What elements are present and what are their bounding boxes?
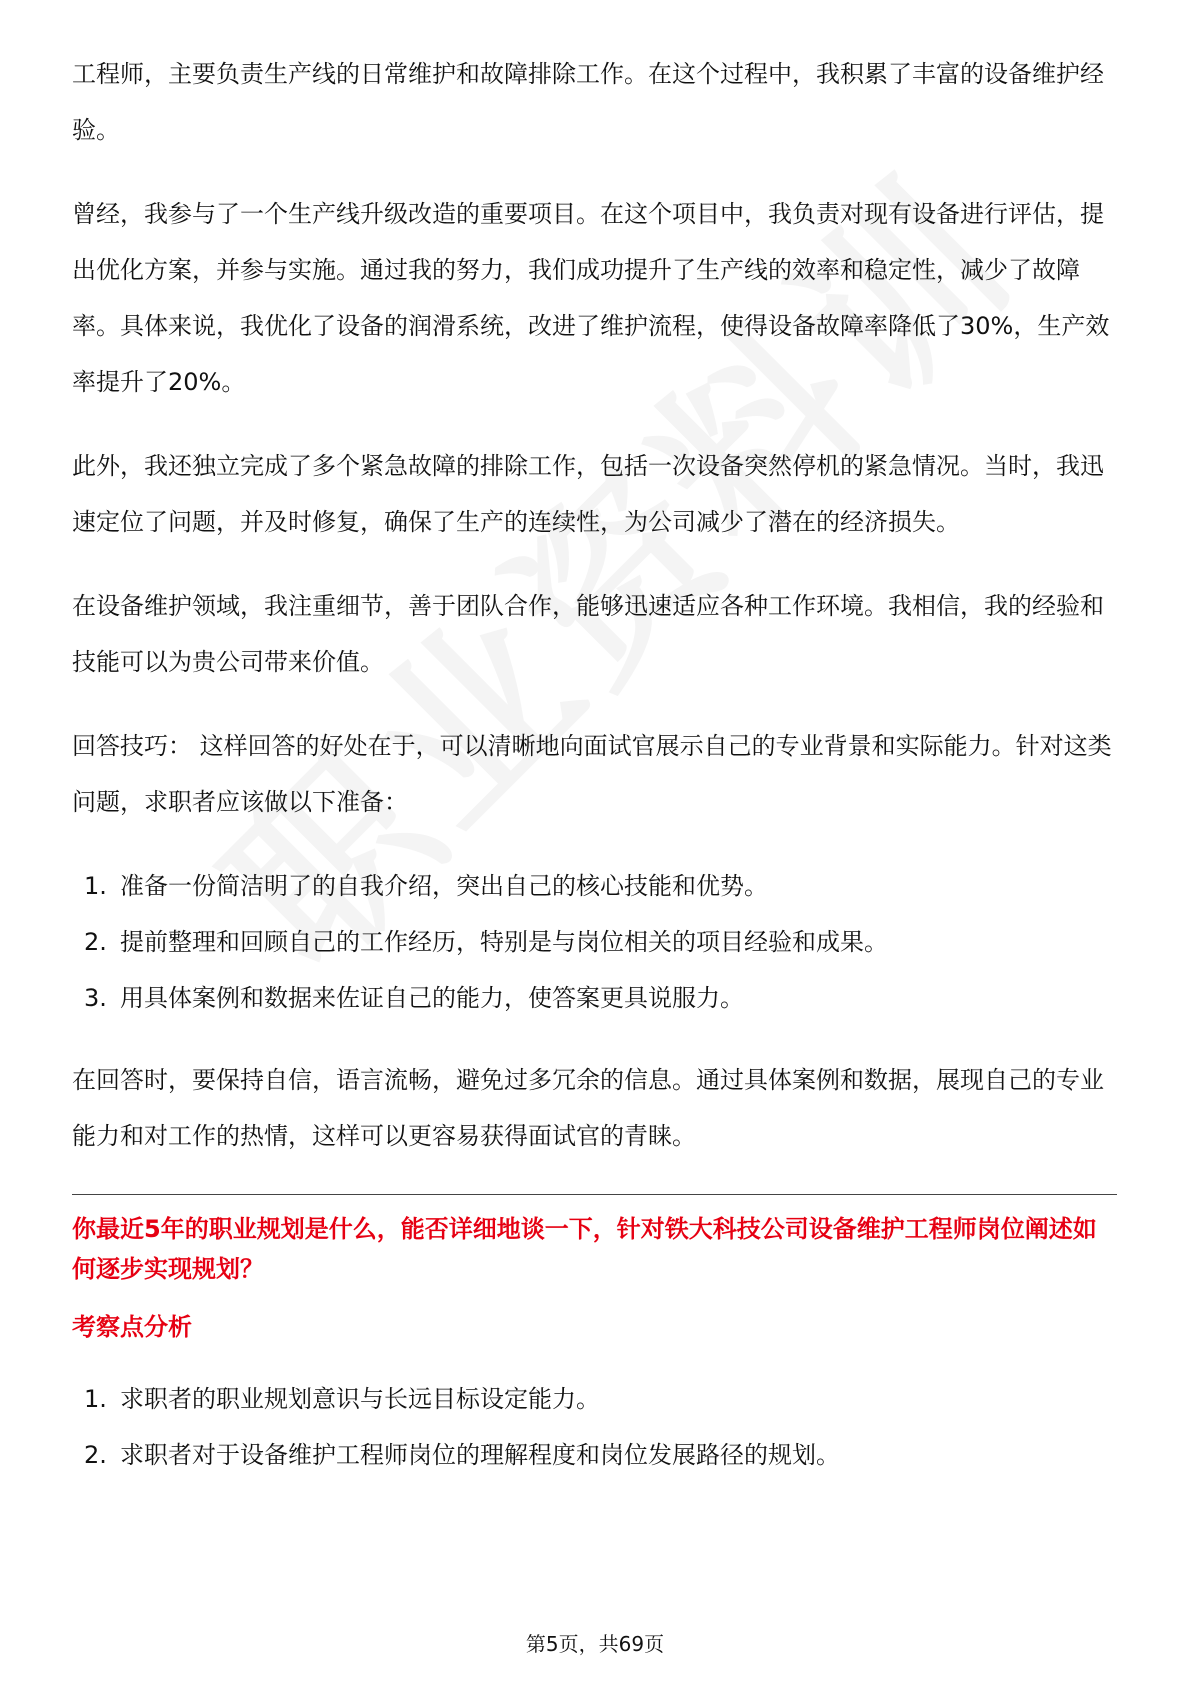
list-number: 1. — [84, 872, 107, 900]
list-number: 1. — [84, 1385, 107, 1413]
list-number: 3. — [84, 984, 107, 1012]
list-text: 用具体案例和数据来佐证自己的能力，使答案更具说服力。 — [120, 984, 744, 1012]
list-item — [72, 1427, 1117, 1483]
list-number: 2. — [84, 928, 107, 956]
list-text: 求职者对于设备维护工程师岗位的理解程度和岗位发展路径的规划。 — [120, 1441, 840, 1469]
list-item — [72, 970, 1117, 1026]
analysis-list — [72, 1371, 1117, 1483]
paragraph-project: 曾经，我参与了一个生产线升级改造的重要项目。在这个项目中，我负责对现有设备进行评估，提出优化方案，并参与实施。通过我的努力，我们成功提升了生产线的效率和稳定性，减少了故障率。具体来说，我优化了设备的润滑系统，改进了维护流程，使得设备故障率降低了30%，生产效率提升了20%。 — [72, 200, 1110, 396]
list-item — [72, 858, 1117, 914]
paragraph-emergency: 此外，我还独立完成了多个紧急故障的排除工作，包括一次设备突然停机的紧急情况。当时，我迅速定位了问题，并及时修复，确保了生产的连续性，为公司减少了潜在的经济损失。 — [72, 452, 1104, 536]
list-number: 2. — [84, 1441, 107, 1469]
page-footer: 第5页，共69页 — [525, 1632, 665, 1656]
question-title: 你最近5年的职业规划是什么，能否详细地谈一下，针对铁大科技公司设备维护工程师岗位阐述如何逐步实现规划？ — [72, 1215, 1097, 1283]
paragraph-strengths: 在设备维护领域，我注重细节，善于团队合作，能够迅速适应各种工作环境。我相信，我的经验和技能可以为贵公司带来价值。 — [72, 592, 1104, 676]
paragraph-closing: 在回答时，要保持自信，语言流畅，避免过多冗余的信息。通过具体案例和数据，展现自己的专业能力和对工作的热情，这样可以更容易获得面试官的青睐。 — [72, 1066, 1104, 1150]
document-body — [72, 46, 1117, 1509]
list-text: 求职者的职业规划意识与长远目标设定能力。 — [120, 1385, 600, 1413]
prep-list — [72, 858, 1117, 1026]
section-divider — [72, 1194, 1117, 1195]
list-item — [72, 1371, 1117, 1427]
analysis-heading: 考察点分析 — [72, 1313, 192, 1341]
paragraph-intro: 工程师，主要负责生产线的日常维护和故障排除工作。在这个过程中，我积累了丰富的设备维护经验。 — [72, 60, 1104, 144]
list-text: 准备一份简洁明了的自我介绍，突出自己的核心技能和优势。 — [120, 872, 768, 900]
list-item — [72, 914, 1117, 970]
list-text: 提前整理和回顾自己的工作经历，特别是与岗位相关的项目经验和成果。 — [120, 928, 888, 956]
paragraph-tips: 回答技巧： 这样回答的好处在于，可以清晰地向面试官展示自己的专业背景和实际能力。针对这类问题，求职者应该做以下准备： — [72, 732, 1112, 816]
